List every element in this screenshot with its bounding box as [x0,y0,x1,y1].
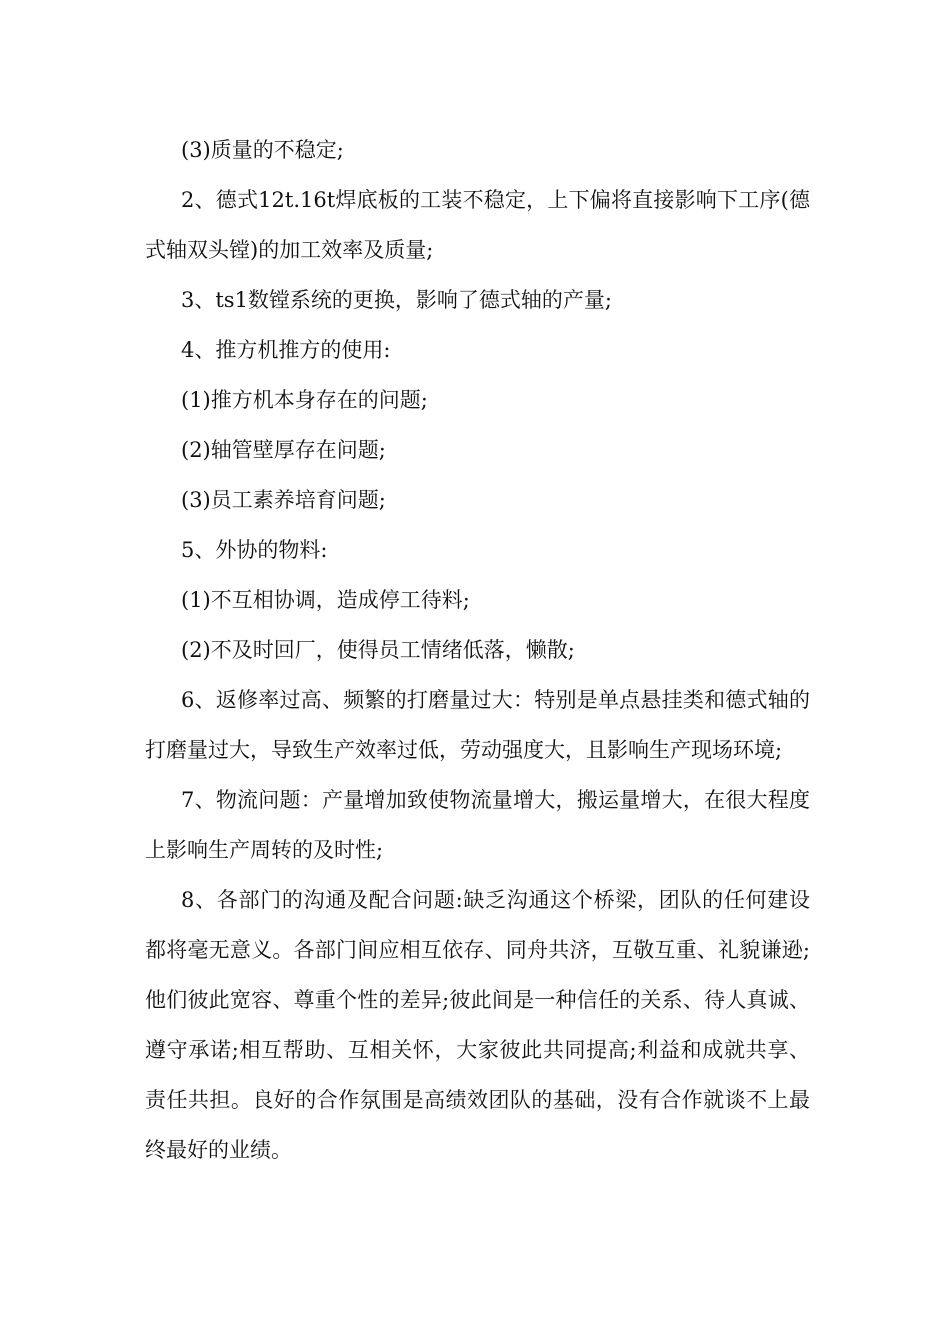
paragraph-item-8-communication: 8、各部门的沟通及配合问题:缺乏沟通这个桥梁，团队的任何建设都将毫无意义。各部门间应相互依存、同舟共济，互敬互重、礼貌谦逊;他们彼此宽容、尊重个性的差异;彼此间是一种信任的关系、待人真诚、遵守承诺;相互帮助、互相关怀，大家彼此共同提高;利益和成就共享、责任共担。良好的合作氛围是高绩效团队的基础，没有合作就谈不上最终最好的业绩。 [145,888,810,1162]
paragraph-item-4-pushing-machine: 4、推方机推方的使用: [181,338,391,362]
paragraph-sub-1-coordination: (1)不互相协调，造成停工待料; [181,588,470,612]
paragraph-item-7-logistics: 7、物流问题：产量增加致使物流量增大，搬运量增大，在很大程度上影响生产周转的及时性; [145,788,810,862]
paragraph-sub-2-late-return: (2)不及时回厂，使得员工情绪低落，懒散; [181,638,575,662]
paragraph-sub-1-machine-problem: (1)推方机本身存在的问题; [181,388,428,412]
paragraph-item-6-rework-rate: 6、返修率过高、频繁的打磨量过大：特别是单点悬挂类和德式轴的打磨量过大，导致生产效率过低，劳动强度大，且影响生产现场环境; [145,688,810,762]
paragraph-sub-2-wall-thickness: (2)轴管壁厚存在问题; [181,438,386,462]
paragraph-item-3-boring-system: 3、ts1数镗系统的更换，影响了德式轴的产量; [181,288,613,312]
paragraph-item-5-outsourced-materials: 5、外协的物料: [181,538,328,562]
paragraph-quality-instability: (3)质量的不稳定; [181,138,344,162]
document-body [145,125,810,1175]
paragraph-sub-3-staff-training: (3)员工素养培育问题; [181,488,386,512]
paragraph-item-2-fixture: 2、德式12t.16t焊底板的工装不稳定，上下偏将直接影响下工序(德式轴双头镗)的加工效率及质量; [145,188,810,262]
